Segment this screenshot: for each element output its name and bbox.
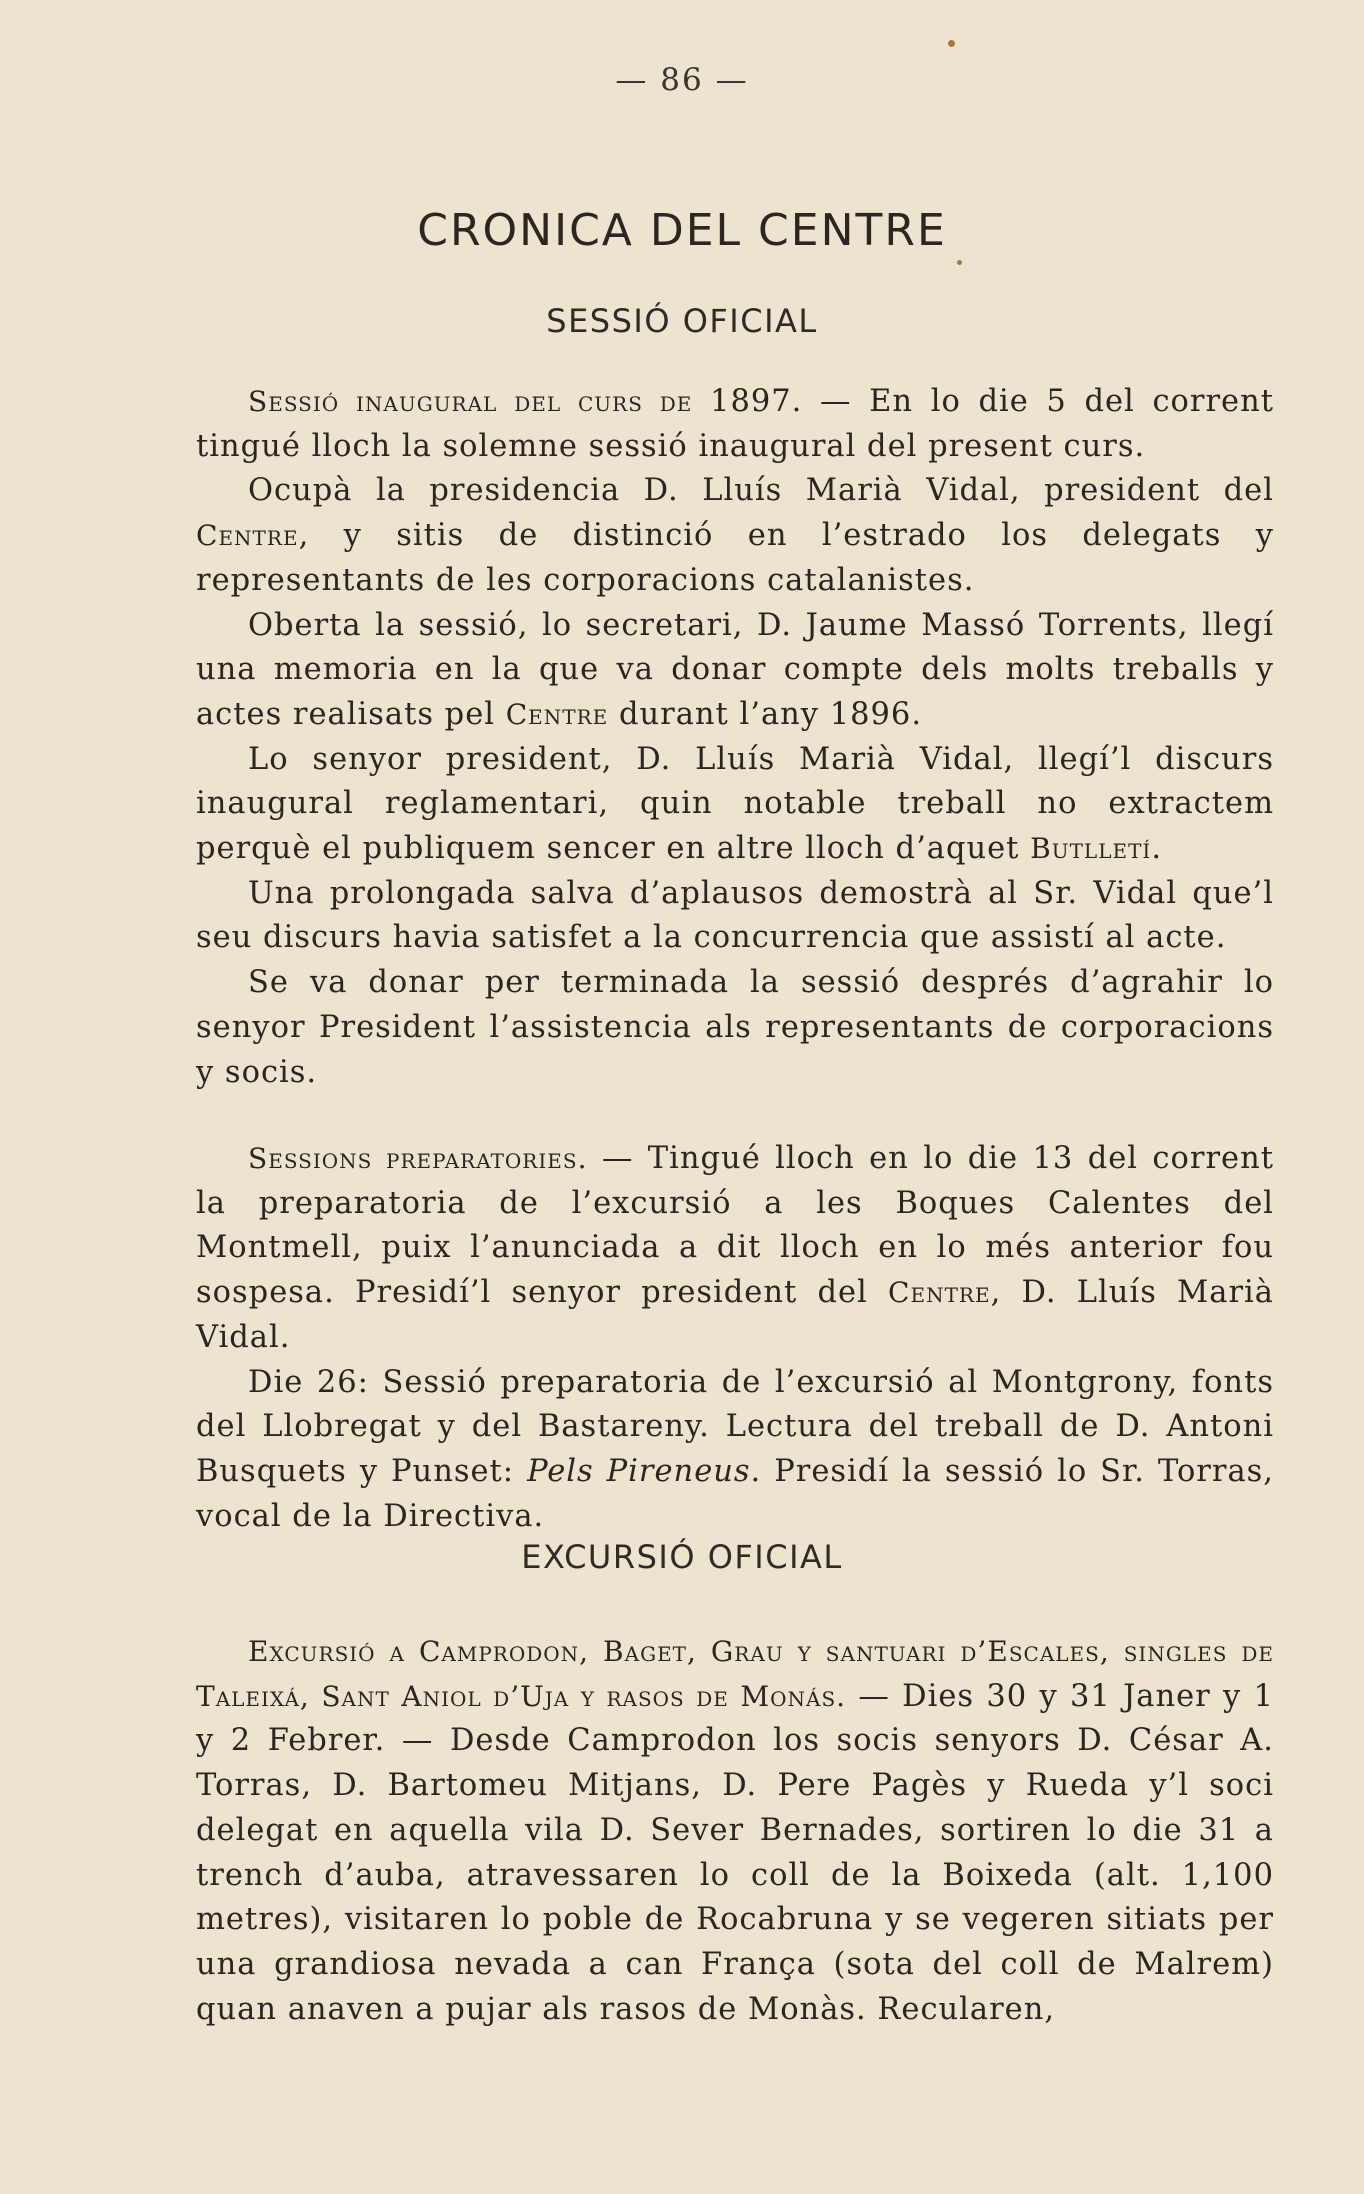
paragraph: Se va donar per terminada la sessió després d’agrahir lo senyor President l’assistencia als representants de corporacions y socis. [196,965,1274,1090]
run-in-heading: Sessió inaugural del curs de [248,385,693,418]
small-caps-term: Centre [888,1276,991,1310]
page-title: CRONICA DEL CENTRE [417,205,947,256]
section-heading-sessio-oficial: SESSIÓ OFICIAL [546,302,818,340]
paragraph-text: . Presidí la sessió lo Sr. Torras, vocal de la Directiva. [196,1453,1274,1534]
paragraph: Una prolongada salva d’aplausos demostrà al Sr. Vidal que’l seu discurs havia satisfet a la concurrencia que assistí al acte. [196,875,1274,956]
paragraph-text: Ocupà la presidencia D. Lluís Marià Vidal, president del [248,473,1274,509]
sessions-preparatories-block [196,1137,1274,1539]
paragraph [196,1630,1274,2032]
paper-speck [948,40,955,47]
paragraph-text: , y sitis de distinció en l’estrado los delegats y representants de les corporacions catalanistes. [196,518,1274,598]
paragraph-text: Lo senyor president, D. Lluís Marià Vidal, llegí’l discurs inaugural reglamentari, quin notable treball no extractem perquè el publiquem sencer en altre lloch d’aquet [196,741,1274,867]
paragraph-text: — Tingué lloch en lo die 13 del corrent la preparatoria de l’excursió a les Boques Calentes del Montmell, puix l’anunciada a dit lloch en lo més anterior fou sospesa. Presidí’l senyor president del [196,1141,1274,1311]
paragraph [196,1137,1274,1361]
small-caps-term: Butlletí [1030,832,1152,866]
small-caps-term: Centre [505,697,609,731]
section-heading-excursio-oficial: EXCURSIÓ OFICIAL [521,1538,843,1576]
small-caps-term: Centre [196,519,299,553]
paragraph-text: Die 26: Sessió preparatoria de l’excursió al Montgrony, fonts del Llobregat y del Bastareny. Lectura del treball de D. Antoni Busquets y Punset: [196,1364,1274,1489]
work-title: Pels Pireneus [527,1453,751,1489]
paragraph-text: Oberta la sessió, lo secretari, D. Jaume Massó Torrents, llegí una memoria en la que va donar compte dels molts treballs y actes realisats pel [196,607,1274,732]
paragraph [196,604,1274,738]
paragraph-text: durant l’any 1896. [608,696,923,732]
paragraph-text: , D. Lluís Marià Vidal. [196,1275,1274,1355]
run-in-heading: Sessions preparatories. [248,1142,588,1175]
page-number: — 86 — [615,62,749,98]
run-in-heading: Excursió a Camprodon, Baget, Grau y santuari d’Escales, singles de Taleixá, Sant Aniol d’Uja y rasos de Monás. [196,1635,1274,1713]
paragraph [196,1361,1274,1540]
paragraph [196,738,1274,872]
paragraph-text: . [1151,831,1163,867]
sessio-inaugural-block [196,380,1274,1095]
paper-speck [957,260,962,265]
paragraph [196,380,1274,469]
paragraph-text: 1897. — En lo die 5 del corrent tingué lloch la solemne sessió inaugural del present curs. [196,384,1274,464]
paragraph-text: — Dies 30 y 31 Janer y 1 y 2 Febrer. — Desde Camprodon los socis senyors D. César A. Torras, D. Bartomeu Mitjans, D. Pere Pagès y Rueda y’l soci delegat en aquella vila D. Sever Bernades, sortiren lo die 31 a trench d’auba, atravessaren lo coll de la Boixeda (alt. 1,100 metres), visitaren lo poble de Rocabruna y se vegeren sitiats per una grandiosa nevada a can França (sota del coll de Malrem) quan anaven a pujar als rasos de Monàs. Recularen, [196,1678,1274,2027]
paragraph [196,469,1274,603]
excursio-block [196,1630,1274,2032]
